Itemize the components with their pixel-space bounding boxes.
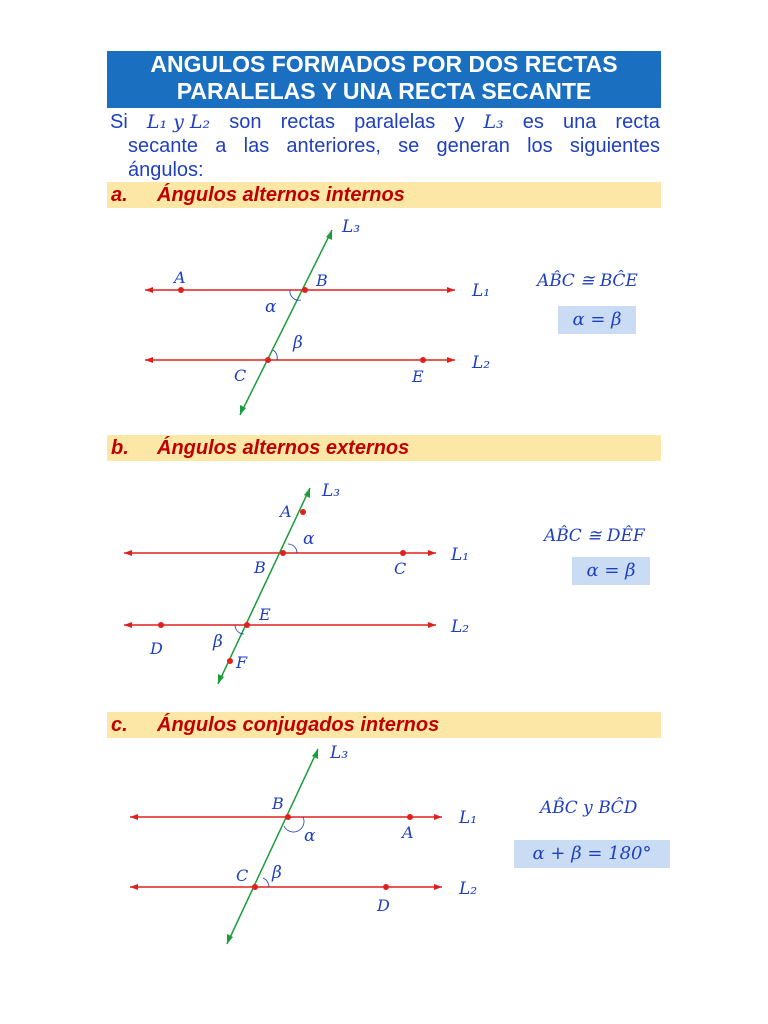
arrow-right-icon [447,357,455,363]
intro-l3: L₃ [483,111,504,133]
label-alpha: α [265,297,277,317]
arrow-left-icon [130,814,138,820]
angle-alpha-arc [288,544,297,553]
label-f: F [236,653,248,672]
label-b: B [254,558,266,577]
intro-line-1: Si L₁ y L₂ son rectas paralelas y L₃ es una recta [110,111,660,133]
point-b [302,287,308,293]
relation-b: AB̂C ≅ DÊF [544,526,645,546]
label-c: C [236,866,249,885]
label-beta: β [213,632,223,652]
point-c [400,550,406,556]
title-line-1: ANGULOS FORMADOS POR DOS RECTAS [150,51,618,77]
intro-line-2: secante a las anteriores, se generan los siguientes [128,135,660,157]
label-a: A [402,823,414,842]
section-c-letter: c. [111,714,128,736]
point-b [280,550,286,556]
point-e [244,622,250,628]
intro-line-3: ángulos: [128,159,204,181]
arrow-left-icon [124,622,132,628]
section-a-heading [107,182,661,208]
arrow-left-icon [145,287,153,293]
page-title [107,51,661,108]
label-l2: L₂ [459,879,478,899]
equation-c: α + β = 180° [514,840,670,868]
label-beta: β [272,863,282,883]
arrow-right-icon [428,550,436,556]
label-l1: L₁ [472,281,491,301]
diagram-alternos-externos [0,472,768,697]
arrow-up-icon [326,230,332,240]
point-c [252,884,258,890]
equation-b: α = β [572,557,650,585]
label-alpha: α [303,529,315,549]
diagram-alternos-internos [0,212,768,432]
label-l3: L₃ [330,743,349,763]
line-l3 [227,749,318,944]
arrow-up-icon [304,488,310,498]
point-d [383,884,389,890]
section-c-title: Ángulos conjugados internos [157,714,440,736]
label-l1: L₁ [459,808,478,828]
label-e: E [259,605,271,624]
arrow-down-icon [218,674,224,684]
label-l2: L₂ [451,617,470,637]
label-beta: β [293,333,303,353]
arrow-left-icon [145,357,153,363]
label-c: C [234,366,247,385]
point-a [178,287,184,293]
arrow-left-icon [124,550,132,556]
arrow-up-icon [312,749,318,759]
line-l3 [240,230,332,415]
arrow-down-icon [240,405,246,415]
equation-a: α = β [558,306,636,334]
arrow-down-icon [227,934,233,944]
section-a-letter: a. [111,184,128,206]
section-b-title: Ángulos alternos externos [157,437,410,459]
arrow-right-icon [447,287,455,293]
label-b: B [272,794,284,813]
point-a [407,814,413,820]
point-b [285,814,291,820]
section-b-heading [107,435,661,461]
label-a: A [174,268,186,287]
point-f [227,658,233,664]
section-c-heading [107,712,661,738]
point-c [265,357,271,363]
label-l1: L₁ [451,545,470,565]
point-a [300,509,306,515]
label-b: B [316,271,328,290]
label-l3: L₃ [342,217,361,237]
angle-beta-arc [263,878,269,887]
arrow-left-icon [130,884,138,890]
label-d: D [377,896,390,915]
section-a-title: Ángulos alternos internos [157,184,405,206]
point-e [420,357,426,363]
label-l3: L₃ [322,481,341,501]
section-b-letter: b. [111,437,129,459]
relation-a: AB̂C ≅ BĈE [537,271,638,291]
line-l3 [218,488,310,684]
intro-paragraph [110,110,660,182]
label-c: C [394,559,407,578]
title-line-2: PARALELAS Y UNA RECTA SECANTE [176,78,592,104]
angle-beta-arc [273,350,277,360]
label-d: D [150,639,163,658]
label-a: A [280,502,292,521]
arrow-right-icon [434,884,442,890]
relation-c: AB̂C y BĈD [540,798,638,818]
point-d [158,622,164,628]
label-e: E [412,367,424,386]
intro-l1-l2: L₁ y L₂ [146,111,211,133]
arrow-right-icon [428,622,436,628]
label-alpha: α [304,826,316,846]
label-l2: L₂ [472,353,491,373]
arrow-right-icon [434,814,442,820]
